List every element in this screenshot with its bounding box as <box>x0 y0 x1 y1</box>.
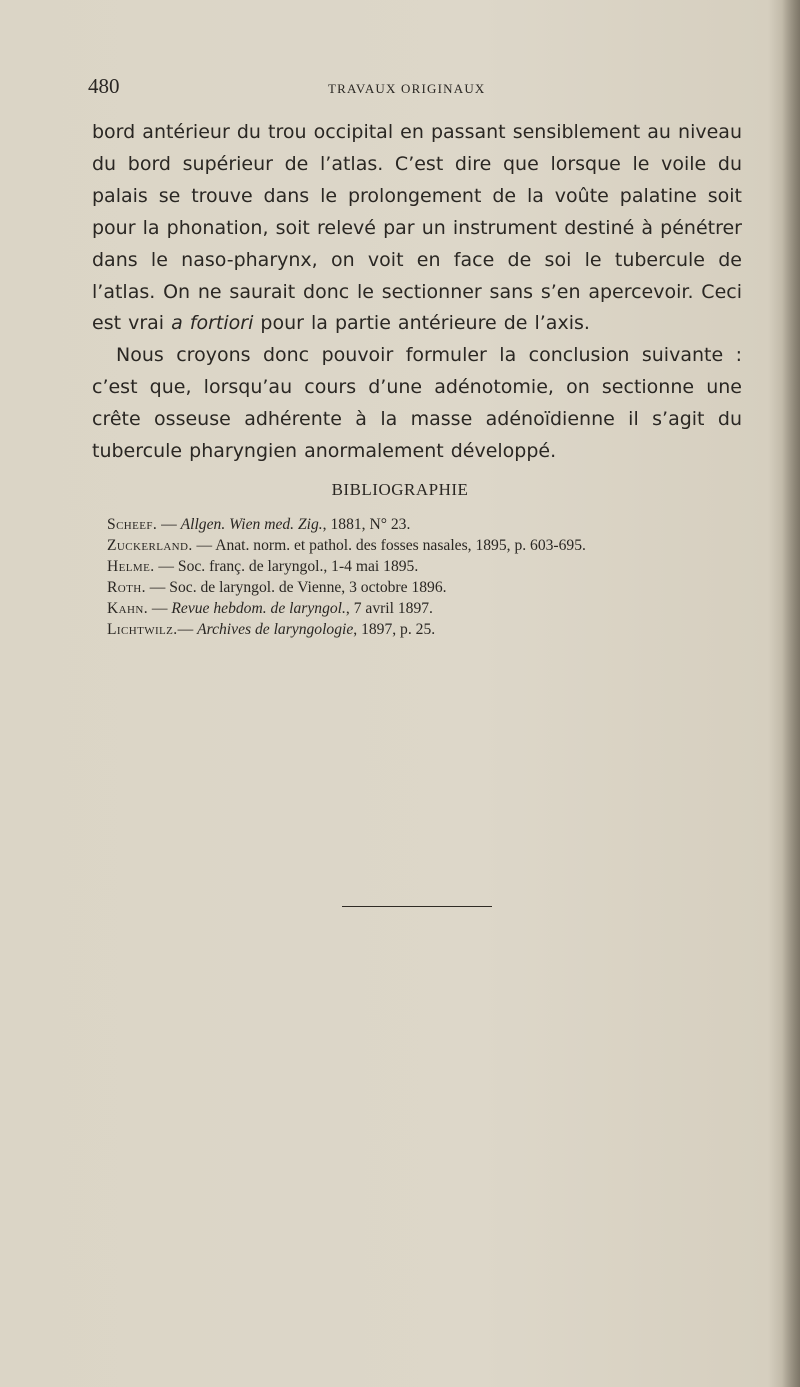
entry-details: , 1881, N° 23. <box>322 516 411 533</box>
entry-details: , 7 avril 1897. <box>345 600 433 617</box>
entry-author: Zuckerland. <box>107 537 193 554</box>
entry-author: Kahn. <box>107 600 148 617</box>
bibliography-list <box>107 514 757 640</box>
page-number: 480 <box>88 74 120 98</box>
paragraph-1 <box>92 117 742 340</box>
paragraph-1-italic: a fortiori <box>171 312 254 335</box>
running-head <box>88 74 750 102</box>
entry-separator: — <box>157 516 181 533</box>
entry-author: Helme. <box>107 558 155 575</box>
entry-title: Allgen. Wien med. Zig. <box>180 516 323 533</box>
bibliography-entry <box>107 577 757 598</box>
bibliography-entry <box>107 598 757 619</box>
entry-separator: — <box>192 537 216 554</box>
entry-details: Soc. de laryngol. de Vienne, 3 octobre 1896. <box>169 579 447 596</box>
end-rule <box>342 906 492 907</box>
body-text <box>92 117 742 468</box>
paragraph-2: Nous croyons donc pouvoir formuler la conclusion suivante : c’est que, lorsqu’au cours d’une adénotomie, on sectionne une crête osseuse adhérente à la masse adénoïdienne il s’agit du tubercule pharyngien anormalement développé. <box>92 344 742 463</box>
paragraph-1-text-a: bord antérieur du trou occipital en passant sensiblement au niveau du bord supérieur de l’atlas. C’est dire que lorsque le voile du palais se trouve dans le prolongement de la voûte palatine soit pour la phonation, soit relevé par un instrument destiné à pénétrer dans le naso-pharynx, on voit en face de soi le tubercule de l’atlas. On ne saurait donc le sectionner sans s’en apercevoir. Ceci est vrai <box>92 121 742 335</box>
bibliography-entry <box>107 535 757 556</box>
entry-details: Anat. norm. et pathol. des fosses nasales, 1895, p. 603-695. <box>215 537 586 554</box>
bibliography-entry <box>107 514 757 535</box>
paragraph-1-text-b: pour la partie antérieure de l’axis. <box>253 312 590 335</box>
running-title: TRAVAUX ORIGINAUX <box>328 81 486 96</box>
entry-separator: — <box>154 558 178 575</box>
entry-title: Revue hebdom. de laryngol. <box>171 600 346 617</box>
bibliography-entry <box>107 556 757 577</box>
entry-author: Roth. <box>107 579 146 596</box>
entry-author: Scheef. <box>107 516 158 533</box>
entry-separator: — <box>148 600 172 617</box>
page-edge-shadow <box>782 0 800 1387</box>
entry-separator: — <box>145 579 170 596</box>
entry-separator: — <box>177 621 198 638</box>
entry-details: , 1897, p. 25. <box>353 621 436 638</box>
entry-title: Archives de laryngologie <box>197 621 354 638</box>
entry-author: Lichtwilz. <box>107 621 178 638</box>
bibliography-entry <box>107 619 757 640</box>
bibliography-heading: BIBLIOGRAPHIE <box>331 480 469 499</box>
entry-details: Soc. franç. de laryngol., 1-4 mai 1895. <box>177 558 419 575</box>
